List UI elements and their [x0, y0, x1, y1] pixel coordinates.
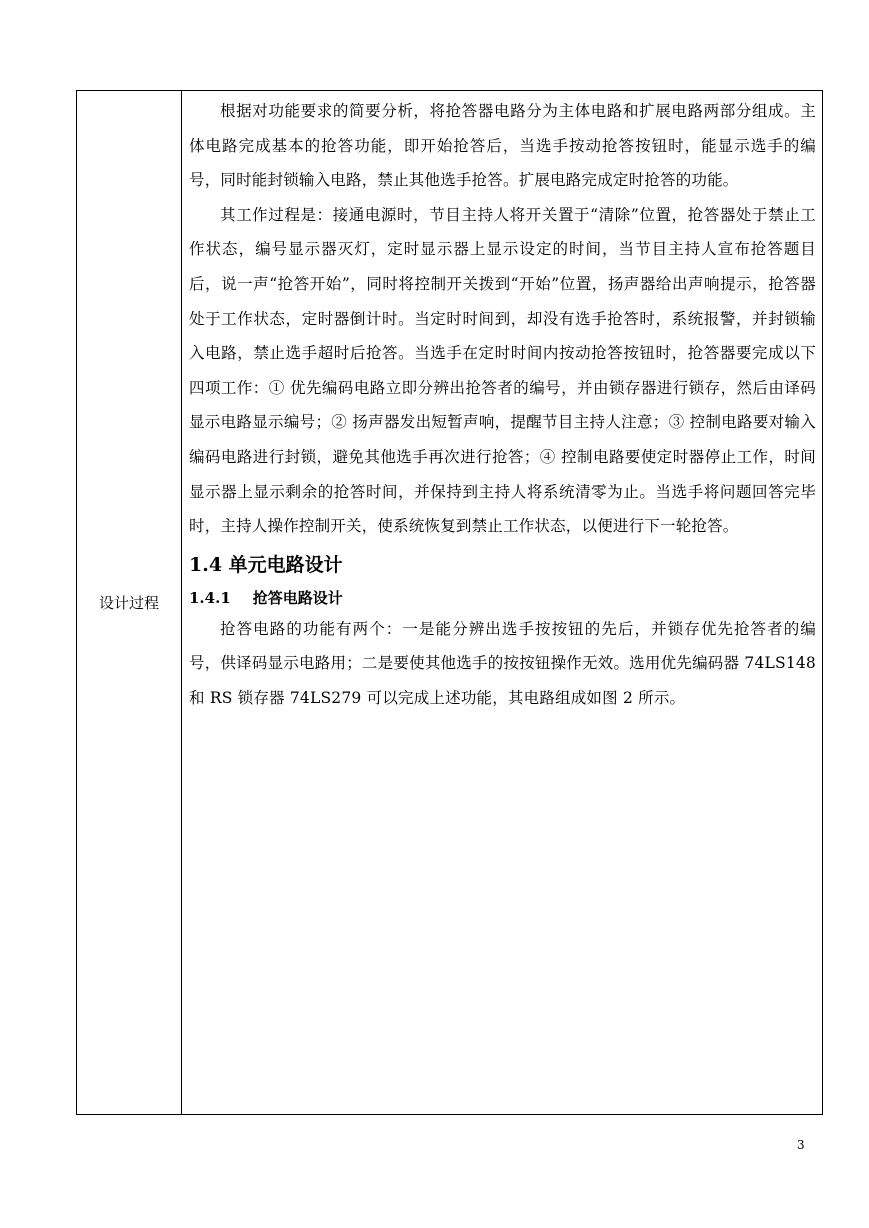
- paragraph-overview: 根据对功能要求的简要分析，将抢答器电路分为主体电路和扩展电路两部分组成。主体电路完成基本的抢答功能，即开始抢答后，当选手按动抢答按钮时，能显示选手的编号，同时能封锁输入电路，禁止其他选手抢答。扩展电路完成定时抢答的功能。: [189, 102, 816, 190]
- paragraph-working-process: 其工作过程是：接通电源时，节目主持人将开关置于“清除”位置，抢答器处于禁止工作状态，编号显示器灭灯，定时显示器上显示设定的时间，当节目主持人宣布抢答题目后，说一声“抢答开始”，同时将控制开关拨到“开始”位置，扬声器给出声响提示，抢答器处于工作状态，定时器倒计时。当定时时间到，却没有选手抢答时，系统报警，并封锁输入电路，禁止选手超时后抢答。当选手在定时时间内按动抢答按钮时，抢答器要完成以下四项工作：① 优先编码电路立即分辨出抢答者的编号，并由锁存器进行锁存，然后由译码显示电路显示编号；② 扬声器发出短暂声响，提醒节目主持人注意；③ 控制电路要对输入编码电路进行封锁，避免其他选手再次进行抢答；④ 控制电路要使定时器停止工作，时间显示器上显示剩余的抢答时间，并保持到主持人将系统清零为止。当选手将问题回答完毕时，主持人操作控制开关，使系统恢复到禁止工作状态，以便进行下一轮抢答。: [189, 205, 816, 536]
- page-number: 3: [797, 1138, 805, 1152]
- section-heading: 1.4 单元电路设计: [189, 553, 343, 576]
- subsection-number: 1.4.1: [189, 588, 231, 607]
- content-cell: [183, 91, 822, 1114]
- subsection-title: 抢答电路设计: [252, 588, 343, 607]
- design-process-table: [76, 90, 823, 1115]
- subsection-heading: [189, 584, 816, 612]
- row-label: 设计过程: [98, 594, 159, 612]
- row-label-cell: [77, 91, 182, 1114]
- paragraph-answer-circuit: 抢答电路的功能有两个：一是能分辨出选手按按钮的先后，并锁存优先抢答者的编号，供译码显示电路用；二是要使其他选手的按按钮操作无效。选用优先编码器 74LS148 和 RS 锁存器 74LS279 可以完成上述功能，其电路组成如图 2 所示。: [189, 619, 816, 707]
